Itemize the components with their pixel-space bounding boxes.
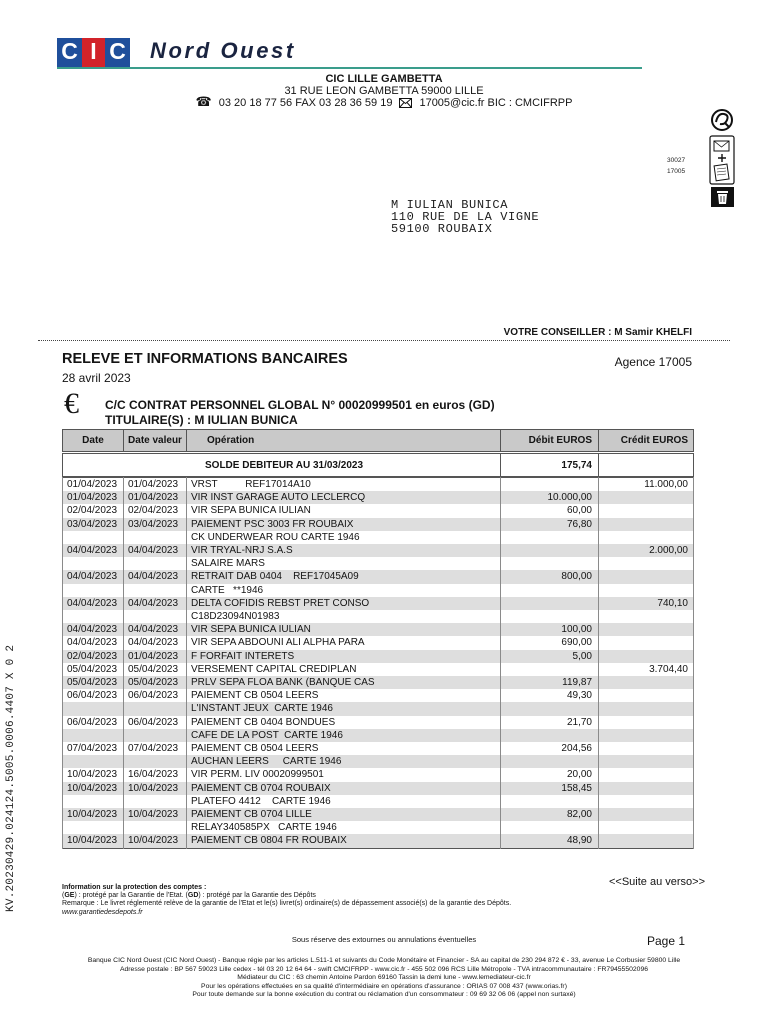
footer-line: Médiateur du CIC : 63 chemin Antoine Pardon 69160 Tassin la demi lune - www.lemediateur-cic.fr [237, 974, 531, 982]
branch-info [0, 73, 768, 109]
cell-debit: 10.000,00 [501, 491, 599, 504]
branch-contact [0, 97, 768, 109]
opening-balance-row [63, 454, 694, 477]
cell-value-date: 04/04/2023 [124, 623, 187, 636]
recipient-city: 59100 ROUBAIX [391, 222, 493, 236]
cell-debit: 49,30 [501, 689, 599, 702]
cell-credit [599, 689, 694, 702]
cell-value-date [124, 821, 187, 834]
cell-debit: 60,00 [501, 504, 599, 517]
protection-code-ge: GE [64, 892, 75, 900]
cell-operation: PAIEMENT CB 0704 ROUBAIX [187, 782, 501, 795]
cell-operation: DELTA COFIDIS REBST PRET CONSO [187, 597, 501, 610]
cell-operation: PAIEMENT PSC 3003 FR ROUBAIX [187, 518, 501, 531]
cic-logo [57, 38, 130, 67]
euro-icon: € [64, 387, 79, 420]
recipient-street: 110 RUE DE LA VIGNE [391, 210, 540, 224]
transaction-row [63, 597, 694, 610]
cell-debit [501, 702, 599, 715]
cell-date [63, 557, 124, 570]
cell-debit [501, 531, 599, 544]
transaction-row [63, 663, 694, 676]
cell-date: 05/04/2023 [63, 676, 124, 689]
cell-credit [599, 636, 694, 649]
branch-phone: 03 20 18 77 56 FAX 03 28 36 59 19 [218, 97, 393, 109]
cell-operation: L'INSTANT JEUX CARTE 1946 [187, 702, 501, 715]
cell-date: 06/04/2023 [63, 689, 124, 702]
cell-debit [501, 821, 599, 834]
statement-title: RELEVE ET INFORMATIONS BANCAIRES [62, 351, 348, 367]
legal-footer [0, 957, 768, 1000]
cell-credit [599, 755, 694, 768]
cell-operation: PAIEMENT CB 0704 LILLE [187, 808, 501, 821]
cell-value-date: 06/04/2023 [124, 716, 187, 729]
cell-operation: CAFE DE LA POST CARTE 1946 [187, 729, 501, 742]
cell-value-date: 01/04/2023 [124, 491, 187, 504]
cell-value-date [124, 610, 187, 623]
cell-date: 06/04/2023 [63, 716, 124, 729]
cell-value-date: 03/04/2023 [124, 518, 187, 531]
column-header-date: Date [63, 430, 124, 452]
cell-value-date [124, 729, 187, 742]
cell-debit: 204,56 [501, 742, 599, 755]
cell-debit: 5,00 [501, 650, 599, 663]
cell-debit [501, 663, 599, 676]
transaction-row [63, 795, 694, 808]
cell-operation: RETRAIT DAB 0404 REF17045A09 [187, 570, 501, 583]
transaction-row [63, 782, 694, 795]
agency-label: Agence 17005 [614, 355, 692, 369]
cell-debit: 158,45 [501, 782, 599, 795]
cell-debit: 76,80 [501, 518, 599, 531]
cell-operation: RELAY340585PX CARTE 1946 [187, 821, 501, 834]
transactions-header [62, 429, 694, 452]
cell-value-date: 01/04/2023 [124, 650, 187, 663]
logo-letter: C [109, 38, 126, 64]
cell-operation: VIR INST GARAGE AUTO LECLERCQ [187, 491, 501, 504]
cell-operation: PAIEMENT CB 0804 FR ROUBAIX [187, 834, 501, 848]
cell-value-date [124, 584, 187, 597]
cell-value-date: 06/04/2023 [124, 689, 187, 702]
transactions-table [62, 477, 694, 849]
transaction-row [63, 729, 694, 742]
deposit-protection-info [62, 884, 511, 917]
cell-value-date [124, 755, 187, 768]
cell-credit: 3.704,40 [599, 663, 694, 676]
cell-value-date: 04/04/2023 [124, 597, 187, 610]
cell-value-date [124, 795, 187, 808]
cell-date: 02/04/2023 [63, 504, 124, 517]
cell-date: 01/04/2023 [63, 491, 124, 504]
continued-overleaf: <<Suite au verso>> [608, 876, 705, 888]
cell-date [63, 795, 124, 808]
cell-operation: C18D23094N01983 [187, 610, 501, 623]
cell-credit: 2.000,00 [599, 544, 694, 557]
branch-email-bic: 17005@cic.fr BIC : CMCIFRPP [419, 97, 573, 109]
cell-value-date: 10/04/2023 [124, 834, 187, 848]
holders-line: TITULAIRE(S) : M IULIAN BUNICA [105, 413, 298, 427]
cell-operation: CK UNDERWEAR ROU CARTE 1946 [187, 531, 501, 544]
transaction-row [63, 610, 694, 623]
cell-credit [599, 557, 694, 570]
cell-date: 04/04/2023 [63, 544, 124, 557]
cell-debit: 690,00 [501, 636, 599, 649]
opening-balance-label: SOLDE DEBITEUR AU 31/03/2023 [63, 454, 501, 477]
column-header-credit: Crédit EUROS [599, 430, 694, 452]
cell-date: 04/04/2023 [63, 570, 124, 583]
footer-line: Pour les opérations effectuées en sa qualité d'intermédiaire en opérations d'assurance : ORIAS 07 008 437 (www.orias.fr) [201, 982, 567, 990]
cell-date: 07/04/2023 [63, 742, 124, 755]
cell-debit [501, 755, 599, 768]
footer-line: Pour toute demande sur la bonne exécution du contrat ou réclamation d'un consommateur : 09 69 32 06 06 (appel non surtaxé) [192, 991, 576, 999]
cell-operation: VIR SEPA BUNICA IULIAN [187, 623, 501, 636]
page-number: Page 1 [647, 934, 686, 948]
cell-operation: VERSEMENT CAPITAL CREDIPLAN [187, 663, 501, 676]
transaction-row [63, 491, 694, 504]
recycle-bin-icon [711, 187, 734, 207]
cell-credit [599, 584, 694, 597]
cell-operation: PLATEFO 4412 CARTE 1946 [187, 795, 501, 808]
cell-date [63, 821, 124, 834]
cell-debit: 100,00 [501, 623, 599, 636]
footer-line: Banque CIC Nord Ouest (CIC Nord Ouest) - Banque régie par les articles L.511-1 et suivants du Code Monétaire et Financier - SA au capital de 230 294 872 € - 33, avenue Le Corbusier 59800 Lille [87, 957, 681, 964]
cell-value-date: 04/04/2023 [124, 544, 187, 557]
transaction-row [63, 478, 694, 492]
phone-icon [196, 97, 212, 109]
transaction-row [63, 834, 694, 848]
bank-region-name: Nord Ouest [150, 38, 296, 63]
cell-credit [599, 491, 694, 504]
cell-debit [501, 584, 599, 597]
transaction-row [63, 808, 694, 821]
account-line: C/C CONTRAT PERSONNEL GLOBAL N° 00020999501 en euros (GD) [105, 398, 495, 412]
header-rule [57, 67, 642, 69]
cell-date [63, 531, 124, 544]
transaction-row [63, 676, 694, 689]
cell-date: 04/04/2023 [63, 636, 124, 649]
transaction-row [63, 768, 694, 781]
protection-text: ( [62, 892, 65, 900]
cell-operation: VIR PERM. LIV 00020999501 [187, 768, 501, 781]
cell-operation: VIR SEPA ABDOUNI ALI ALPHA PARA [187, 636, 501, 649]
footer-line: Adresse postale : BP 567 59023 Lille cedex - tél 03 20 12 64 64 - swift CMCIFRPP - www.cic.fr - 455 502 096 RCS Lille Métropole - TVA intracommunautaire : FR79455502096 [119, 965, 649, 973]
logo-letter: I [82, 38, 105, 67]
cell-value-date: 16/04/2023 [124, 768, 187, 781]
cell-operation: PAIEMENT CB 0404 BONDUES [187, 716, 501, 729]
branch-name: CIC LILLE GAMBETTA [325, 73, 443, 85]
transactions-body [63, 478, 694, 849]
cell-date: 10/04/2023 [63, 768, 124, 781]
side-reference-code: KV.20230429.024124.5005.0006.4407 X 0 2 [5, 644, 17, 912]
cell-debit [501, 597, 599, 610]
cell-date: 02/04/2023 [63, 650, 124, 663]
cell-credit [599, 531, 694, 544]
reserve-note: Sous réserve des extournes ou annulations éventuelles [291, 935, 477, 944]
cell-credit [599, 570, 694, 583]
mail-codes [667, 155, 685, 177]
cell-value-date: 07/04/2023 [124, 742, 187, 755]
column-header-value-date: Date valeur [124, 430, 187, 452]
cell-credit [599, 504, 694, 517]
protection-title: Information sur la protection des comptes : [62, 884, 207, 891]
envelope-icon [399, 98, 412, 108]
column-header-operation: Opération [187, 430, 501, 452]
cell-operation: PAIEMENT CB 0504 LEERS [187, 689, 501, 702]
cell-debit [501, 795, 599, 808]
cell-operation: SALAIRE MARS [187, 557, 501, 570]
cell-debit: 20,00 [501, 768, 599, 781]
transaction-row [63, 544, 694, 557]
cell-credit [599, 821, 694, 834]
cell-date: 03/04/2023 [63, 518, 124, 531]
cell-value-date: 01/04/2023 [124, 478, 187, 492]
cell-date [63, 755, 124, 768]
cell-debit: 800,00 [501, 570, 599, 583]
cell-value-date [124, 557, 187, 570]
cell-date [63, 584, 124, 597]
opening-balance-debit: 175,74 [501, 454, 599, 477]
cell-date: 05/04/2023 [63, 663, 124, 676]
cell-date [63, 729, 124, 742]
statement-date: 28 avril 2023 [62, 371, 131, 385]
info-tri-icon [712, 110, 732, 130]
advisor-line: VOTRE CONSEILLER : M Samir KHELFI [503, 327, 692, 338]
cell-credit [599, 782, 694, 795]
cell-value-date: 04/04/2023 [124, 570, 187, 583]
protection-legend [62, 892, 511, 900]
cell-operation: VIR TRYAL-NRJ S.A.S [187, 544, 501, 557]
cell-operation: PRLV SEPA FLOA BANK (BANQUE CAS [187, 676, 501, 689]
recipient-name: M IULIAN BUNICA [391, 198, 509, 212]
cell-operation: CARTE **1946 [187, 584, 501, 597]
cell-operation: VIR SEPA BUNICA IULIAN [187, 504, 501, 517]
cell-credit [599, 742, 694, 755]
cell-credit: 740,10 [599, 597, 694, 610]
sorting-icons [708, 108, 740, 208]
cell-value-date: 05/04/2023 [124, 663, 187, 676]
transaction-row [63, 623, 694, 636]
cell-credit [599, 676, 694, 689]
cell-debit [501, 557, 599, 570]
cell-value-date: 04/04/2023 [124, 636, 187, 649]
mail-code: 30027 [667, 157, 686, 164]
cell-date: 04/04/2023 [63, 597, 124, 610]
mail-code: 17005 [667, 168, 686, 175]
header-row [63, 430, 694, 452]
transaction-row [63, 821, 694, 834]
transaction-row [63, 531, 694, 544]
cell-credit [599, 834, 694, 848]
cell-value-date: 05/04/2023 [124, 676, 187, 689]
protection-remark: Remarque : Le livret réglementé relève de la garantie de l'Etat et le(s) livret(s) ordinaire(s) de dépassement associé(s) de la garantie des Dépôts. [62, 900, 512, 908]
column-header-debit: Débit EUROS [501, 430, 599, 452]
protection-code-gd: GD [187, 892, 199, 900]
cell-date: 04/04/2023 [63, 623, 124, 636]
transaction-row [63, 557, 694, 570]
cell-debit [501, 478, 599, 492]
cell-debit [501, 544, 599, 557]
cell-value-date: 02/04/2023 [124, 504, 187, 517]
cell-debit: 119,87 [501, 676, 599, 689]
cell-credit: 11.000,00 [599, 478, 694, 492]
cell-value-date: 10/04/2023 [124, 782, 187, 795]
cell-credit [599, 768, 694, 781]
cell-debit: 82,00 [501, 808, 599, 821]
branch-address: 31 RUE LEON GAMBETTA 59000 LILLE [284, 85, 484, 97]
cell-debit [501, 729, 599, 742]
protection-text: ) : protégé par la Garantie des Dépôts [198, 892, 316, 900]
cell-date: 10/04/2023 [63, 782, 124, 795]
cell-credit [599, 808, 694, 821]
opening-balance-credit [599, 454, 694, 477]
transaction-row [63, 689, 694, 702]
cell-value-date [124, 702, 187, 715]
cell-operation: F FORFAIT INTERETS [187, 650, 501, 663]
transaction-row [63, 504, 694, 517]
cell-debit: 48,90 [501, 834, 599, 848]
recipient-address [391, 199, 539, 235]
transaction-row [63, 742, 694, 755]
transaction-row [63, 650, 694, 663]
transaction-row [63, 518, 694, 531]
cell-value-date [124, 531, 187, 544]
cell-credit [599, 729, 694, 742]
cell-credit [599, 623, 694, 636]
transaction-row [63, 636, 694, 649]
cell-operation: VRST REF17014A10 [187, 478, 501, 492]
cell-date: 10/04/2023 [63, 808, 124, 821]
transaction-row [63, 570, 694, 583]
cell-date: 10/04/2023 [63, 834, 124, 848]
protection-text: ) : protégé par la Garantie de l'Etat. ( [74, 892, 188, 900]
cell-credit [599, 518, 694, 531]
cell-date: 01/04/2023 [63, 478, 124, 492]
logo-letter: C [61, 38, 78, 64]
cell-credit [599, 650, 694, 663]
cell-credit [599, 795, 694, 808]
cell-date [63, 702, 124, 715]
cell-credit [599, 610, 694, 623]
cell-date [63, 610, 124, 623]
transaction-row [63, 702, 694, 715]
paper-envelope-icon [710, 136, 734, 184]
fold-dotted-line [38, 340, 730, 341]
transaction-row [63, 716, 694, 729]
cell-debit: 21,70 [501, 716, 599, 729]
transaction-row [63, 584, 694, 597]
cell-operation: PAIEMENT CB 0504 LEERS [187, 742, 501, 755]
cell-credit [599, 702, 694, 715]
cell-operation: AUCHAN LEERS CARTE 1946 [187, 755, 501, 768]
cell-credit [599, 716, 694, 729]
cell-debit [501, 610, 599, 623]
cell-value-date: 10/04/2023 [124, 808, 187, 821]
protection-website-link[interactable]: www.garantiedesdepots.fr [62, 908, 143, 916]
opening-balance [62, 453, 694, 477]
transaction-row [63, 755, 694, 768]
